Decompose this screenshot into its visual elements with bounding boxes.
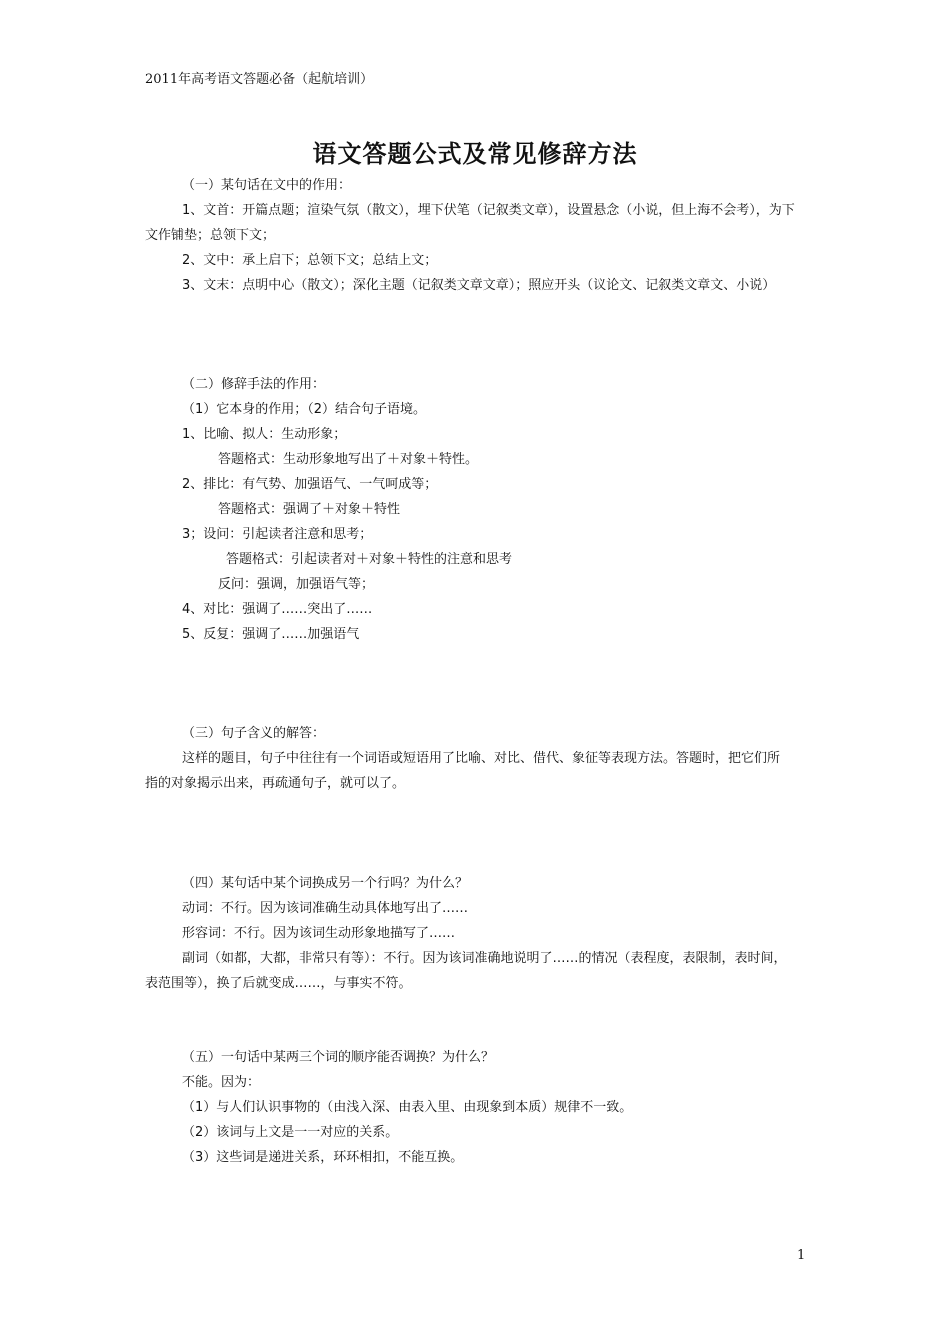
section-2-line: 3；设问：引起读者注意和思考； — [182, 527, 373, 542]
section-2-line: 反问：强调，加强语气等； — [218, 577, 375, 592]
section-5-line: （2）该词与上文是一一对应的关系。 — [182, 1125, 399, 1140]
section-3-heading: （三）句子含义的解答： — [182, 726, 326, 741]
section-4-line: 表范围等），换了后就变成……，与事实不符。 — [145, 976, 412, 991]
section-2-line: 1、比喻、拟人：生动形象； — [182, 427, 347, 442]
section-2-heading: （二）修辞手法的作用： — [182, 377, 326, 392]
section-1-line: 文作铺垫；总领下文； — [145, 228, 276, 243]
page-header: 2011年高考语文答题必备（起航培训） — [145, 72, 374, 87]
section-2-line: （1）它本身的作用；（2）结合句子语境。 — [182, 402, 427, 417]
section-4-line: 形容词：不行。因为该词生动形象地描写了…… — [182, 926, 456, 941]
section-2-line: 5、反复：强调了……加强语气 — [182, 627, 360, 642]
section-5-line: （1）与人们认识事物的（由浅入深、由表入里、由现象到本质）规律不一致。 — [182, 1100, 633, 1115]
section-3-line: 指的对象揭示出来，再疏通句子，就可以了。 — [145, 776, 406, 791]
section-2-line: 答题格式：引起读者对＋对象＋特性的注意和思考 — [226, 552, 513, 567]
section-2-line: 4、对比：强调了……突出了…… — [182, 602, 373, 617]
section-4-line: 副词（如都，大都，非常只有等）：不行。因为该词准确地说明了……的情况（表程度，表限制，表时间， — [182, 951, 787, 966]
page-number: 1 — [797, 1248, 806, 1263]
section-5-line: 不能。因为： — [182, 1075, 261, 1090]
section-4-line: 动词：不行。因为该词准确生动具体地写出了…… — [182, 901, 469, 916]
section-1-line: 1、文首：开篇点题；渲染气氛（散文），埋下伏笔（记叙类文章），设置悬念（小说，但上海不会考），为下 — [182, 203, 795, 218]
section-3-line: 这样的题目，句子中往往有一个词语或短语用了比喻、对比、借代、象征等表现方法。答题时，把它们所 — [182, 751, 781, 766]
section-1-line: 3、文末：点明中心（散文）；深化主题（记叙类文章文章）；照应开头（议论文、记叙类文章文、小说） — [182, 278, 776, 293]
section-2-line: 2、排比：有气势、加强语气、一气呵成等； — [182, 477, 438, 492]
section-5-line: （3）这些词是递进关系，环环相扣，不能互换。 — [182, 1150, 464, 1165]
section-1-line: 2、文中：承上启下；总领下文；总结上文； — [182, 253, 438, 268]
page-title: 语文答题公式及常见修辞方法 — [312, 140, 638, 168]
section-2-line: 答题格式：生动形象地写出了＋对象＋特性。 — [218, 452, 479, 467]
section-1-heading: （一）某句话在文中的作用： — [182, 178, 352, 193]
section-2-line: 答题格式：强调了＋对象＋特性 — [218, 502, 401, 517]
section-5-heading: （五）一句话中某两三个词的顺序能否调换？为什么？ — [182, 1050, 495, 1065]
section-4-heading: （四）某句话中某个词换成另一个行吗？为什么？ — [182, 876, 469, 891]
